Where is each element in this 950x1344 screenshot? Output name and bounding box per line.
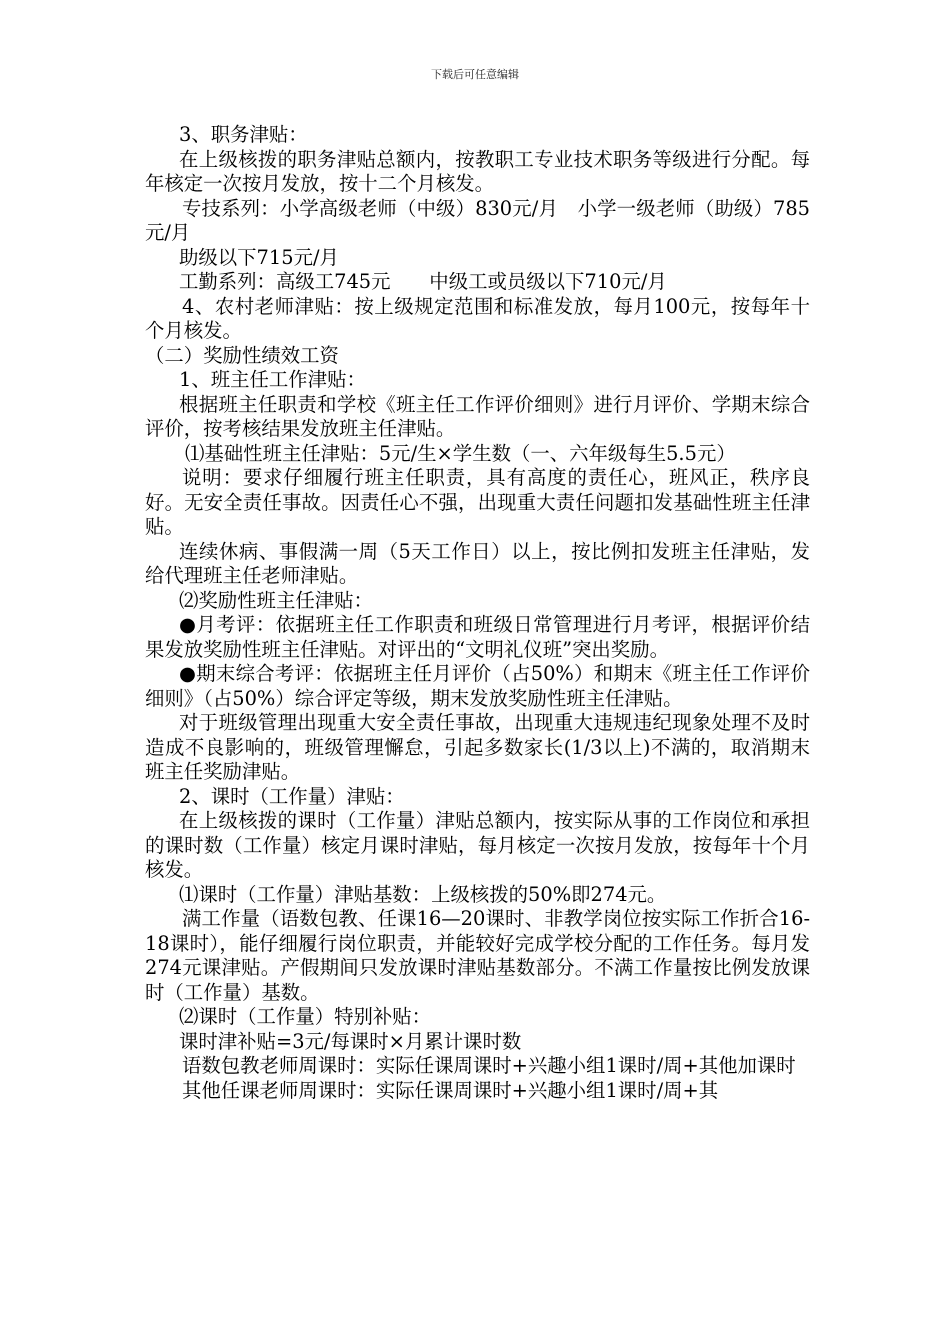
paragraph: 3、职务津贴： (179, 123, 308, 146)
paragraph: 根据班主任职责和学校《班主任工作评价细则》进行月评价、学期末综合评价，按考核结果发放班主任津贴。 (145, 392, 810, 440)
paragraph: 在上级核拨的职务津贴总额内，按教职工专业技术职务等级进行分配。每年核定一次按月发放，按十二个月核发。 (145, 147, 810, 195)
paragraph: 工勤系列：高级工745元 中级工或员级以下710元/月 (179, 270, 667, 293)
document-body (145, 123, 810, 1103)
paragraph: 2、课时（工作量）津贴： (179, 784, 405, 808)
paragraph: 助级以下715元/月 (179, 245, 339, 269)
paragraph: 语数包教老师周课时：实际任课周课时+兴趣小组1课时/周+其他加课时 (182, 1054, 796, 1077)
paragraph: 满工作量（语数包教、任课16—20课时、非教学岗位按实际工作折合16-18课时），能仔细履行岗位职责，并能较好完成学校分配的工作任务。每月发274元课津贴。产假期间只发放课时津贴基数部分。不满工作量按比例发放课时（工作量）基数。 (145, 907, 810, 1004)
paragraph: （二）奖励性绩效工资 (145, 343, 339, 367)
paragraph: 4、农村老师津贴：按上级规定范围和标准发放，每月100元，按每年十个月核发。 (145, 294, 810, 342)
paragraph: ⑵奖励性班主任津贴： (179, 588, 373, 612)
paragraph: 对于班级管理出现重大安全责任事故，出现重大违规违纪现象处理不及时造成不良影响的，班级管理懈怠，引起多数家长(1/3以上)不满的，取消期末班主任奖励津贴。 (145, 711, 810, 783)
paragraph: 专技系列：小学高级老师（中级）830元/月 小学一级老师（助级）785元/月 (145, 196, 810, 244)
page-header: 下载后可任意编辑 (431, 68, 519, 81)
paragraph: ⑵课时（工作量）特别补贴： (179, 1005, 432, 1028)
paragraph: ●期末综合考评：依据班主任月评价（占50%）和期末《班主任工作评价细则》（占50%）综合评定等级，期末发放奖励性班主任津贴。 (145, 662, 810, 710)
paragraph: 1、班主任工作津贴： (179, 368, 366, 391)
paragraph: ⑴基础性班主任津贴：5元/生×学生数（一、六年级每生5.5元） (185, 441, 736, 465)
paragraph: 其他任课老师周课时：实际任课周课时+兴趣小组1课时/周+其 (182, 1078, 719, 1102)
paragraph: 说明：要求仔细履行班主任职责，具有高度的责任心，班风正，秩序良好。无安全责任事故。因责任心不强，出现重大责任问题扣发基础性班主任津贴。 (145, 466, 810, 538)
paragraph: ⑴课时（工作量）津贴基数：上级核拨的50%即274元。 (179, 882, 667, 906)
paragraph: 在上级核拨的课时（工作量）津贴总额内，按实际从事的工作岗位和承担的课时数（工作量）核定月课时津贴，每月核定一次按月发放，按每年十个月核发。 (145, 809, 810, 881)
paragraph: 连续休病、事假满一周（5天工作日）以上，按比例扣发班主任津贴，发给代理班主任老师津贴。 (145, 539, 810, 587)
paragraph: 课时津补贴=3元/每课时×月累计课时数 (179, 1029, 522, 1053)
paragraph: ●月考评：依据班主任工作职责和班级日常管理进行月考评，根据评价结果发放奖励性班主任津贴。对评出的“文明礼仪班”突出奖励。 (145, 613, 810, 661)
